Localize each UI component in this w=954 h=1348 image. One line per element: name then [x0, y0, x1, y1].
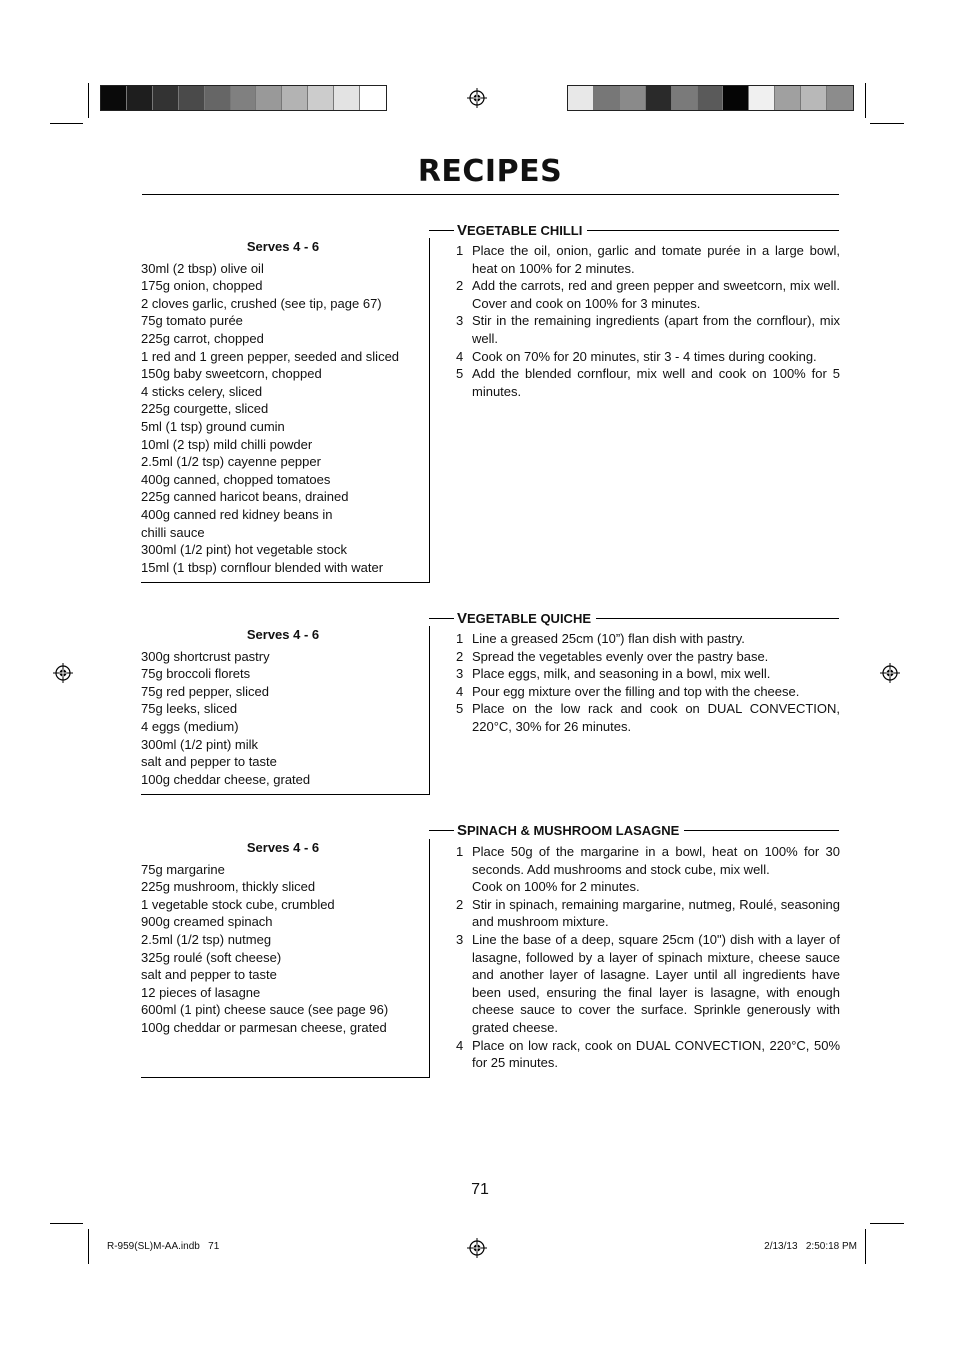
- color-swatch: [360, 86, 386, 110]
- heading-rule: [587, 230, 839, 231]
- ingredient-item: 75g leeks, sliced: [141, 701, 238, 717]
- ingredient-item: 4 eggs (medium): [141, 718, 239, 734]
- ingredient-item: 2.5ml (1/2 tsp) cayenne pepper: [141, 454, 321, 470]
- color-swatch: [827, 86, 853, 110]
- ingredient-item: 325g roulé (soft cheese): [141, 949, 282, 965]
- method-step: 1 Place the oil, onion, garlic and tomate purée in a large bowl, heat on 100% for 2 minutes.: [456, 243, 840, 276]
- method-steps: [456, 242, 840, 400]
- color-swatch: [801, 86, 827, 110]
- ingredient-item: 225g courgette, sliced: [141, 401, 269, 417]
- ingredient-item: 1 red and 1 green pepper, seeded and sliced: [141, 348, 400, 364]
- ingredient-item: 12 pieces of lasagne: [141, 984, 261, 1000]
- method-step: 3 Stir in the remaining ingredients (apart from the cornflour), mix well.: [456, 313, 840, 346]
- recipe-title: VEGETABLE CHILLI: [457, 221, 583, 239]
- color-swatch: [282, 86, 308, 110]
- heading-rule: [429, 830, 454, 831]
- color-swatch: [127, 86, 153, 110]
- ingredient-item: 15ml (1 tbsp) cornflour blended with water: [141, 559, 384, 575]
- ingredient-item: 2 cloves garlic, crushed (see tip, page 67): [141, 295, 382, 311]
- heading-rule: [596, 618, 839, 619]
- ingredient-item: 10ml (2 tsp) mild chilli powder: [141, 436, 313, 452]
- ingredient-item: 900g creamed spinach: [141, 914, 273, 930]
- serves-label: Serves 4 - 6: [246, 239, 320, 254]
- method-step: 4 Place on low rack, cook on DUAL CONVECTION, 220°C, 50% for 25 minutes.: [456, 1037, 840, 1071]
- title-divider: [142, 194, 839, 195]
- ingredient-item: 75g broccoli florets: [141, 666, 251, 682]
- serves-label: Serves 4 - 6: [246, 840, 320, 855]
- serves-label: Serves 4 - 6: [246, 627, 320, 642]
- method-step: 3 Place eggs, milk, and seasoning in a bowl, mix well.: [456, 666, 771, 682]
- color-swatch: [723, 86, 749, 110]
- registration-mark-icon: [53, 663, 73, 683]
- ingredient-item: 225g carrot, chopped: [141, 330, 264, 346]
- ingredient-item: chilli sauce: [141, 524, 205, 540]
- heading-rule: [429, 230, 454, 231]
- ingredient-item: 4 sticks celery, sliced: [141, 383, 263, 399]
- crop-mark: [865, 1229, 866, 1264]
- color-swatch: [205, 86, 231, 110]
- ingredient-item: 75g margarine: [141, 861, 225, 877]
- color-swatch: [775, 86, 801, 110]
- registration-mark-icon: [467, 1238, 487, 1258]
- ingredient-item: salt and pepper to taste: [141, 754, 277, 770]
- color-swatch: [620, 86, 646, 110]
- ingredient-item: 175g onion, chopped: [141, 278, 263, 294]
- color-swatch: [672, 86, 698, 110]
- crop-mark: [50, 1223, 83, 1224]
- method-step: 4 Pour egg mixture over the filling and top with the cheese.: [456, 683, 800, 699]
- page-title: RECIPES: [417, 154, 563, 189]
- recipe-heading: [429, 821, 839, 839]
- footer-file-slug: R-959(SL)M-AA.indb 71: [107, 1241, 220, 1252]
- recipe-heading: [429, 221, 839, 239]
- footer-timestamp: 2/13/13 2:50:18 PM: [764, 1241, 857, 1252]
- ingredient-item: 300ml (1/2 pint) milk: [141, 736, 259, 752]
- crop-mark: [50, 123, 83, 124]
- ingredient-item: 100g cheddar or parmesan cheese, grated: [141, 1019, 387, 1035]
- ingredient-item: 300ml (1/2 pint) hot vegetable stock: [141, 542, 347, 558]
- method-step: 2 Add the carrots, red and green pepper and sweetcorn, mix well. Cover and cook on 100% for 3 minutes.: [456, 278, 840, 311]
- crop-mark: [865, 83, 866, 118]
- color-swatch: [568, 86, 594, 110]
- ingredient-item: 225g mushroom, thickly sliced: [141, 879, 316, 895]
- ingredient-item: 400g canned, chopped tomatoes: [141, 471, 331, 487]
- ingredient-item: salt and pepper to taste: [141, 967, 277, 983]
- method-step: 1 Line a greased 25cm (10”) flan dish with pastry.: [456, 631, 745, 646]
- ingredient-item: 225g canned haricot beans, drained: [141, 489, 349, 505]
- color-swatch: [308, 86, 334, 110]
- method-step: 5 Place on the low rack and cook on DUAL CONVECTION, 220°C, 30% for 26 minutes.: [456, 701, 840, 734]
- ingredient-item: 2.5ml (1/2 tsp) nutmeg: [141, 931, 272, 947]
- color-swatch: [594, 86, 620, 110]
- ingredient-item: 400g canned red kidney beans in: [141, 506, 333, 522]
- method-step: 5 Add the blended cornflour, mix well and cook on 100% for 5 minutes.: [456, 366, 840, 399]
- color-swatch: [698, 86, 724, 110]
- crop-mark: [870, 123, 904, 124]
- color-swatch: [256, 86, 282, 110]
- ingredient-item: 300g shortcrust pastry: [141, 648, 270, 664]
- recipe-heading: [429, 609, 839, 627]
- crop-mark: [88, 83, 89, 118]
- crop-mark: [870, 1223, 904, 1224]
- ingredients-box: [141, 839, 430, 1078]
- crop-mark: [88, 1229, 89, 1264]
- ingredient-item: 1 vegetable stock cube, crumbled: [141, 896, 335, 912]
- ingredient-item: 75g red pepper, sliced: [141, 683, 269, 699]
- color-swatch: [179, 86, 205, 110]
- heading-rule: [429, 618, 454, 619]
- color-swatch: [153, 86, 179, 110]
- ingredients-box: [141, 626, 430, 795]
- method-step: 1 Place 50g of the margarine in a bowl, heat on 100% for 30 seconds. Add mushrooms and stock cube, mix well. Cook on 100% for 2 minutes.: [456, 844, 840, 895]
- registration-mark-icon: [467, 88, 487, 108]
- ingredient-item: 30ml (2 tbsp) olive oil: [141, 260, 264, 276]
- ingredient-item: 150g baby sweetcorn, chopped: [141, 366, 322, 382]
- method-step: 4 Cook on 70% for 20 minutes, stir 3 - 4 times during cooking.: [456, 348, 817, 364]
- method-steps: [456, 843, 840, 1072]
- method-steps: [456, 630, 840, 736]
- ingredient-item: 100g cheddar cheese, grated: [141, 771, 311, 787]
- color-bar-right: [567, 85, 854, 111]
- ingredient-item: 75g tomato purée: [141, 313, 243, 329]
- color-swatch: [101, 86, 127, 110]
- method-step: 3 Line the base of a deep, square 25cm (10") dish with a layer of lasagne, followed by a layer of spinach mixture, cheese sauce and another layer of lasagne. Layer until all ingredients have been used, ensuring the final layer is lasagne, with enough cheese sauce to cover the surface. Sprinkle generously with grated cheese.: [456, 931, 840, 1035]
- method-step: 2 Stir in spinach, remaining margarine, nutmeg, Roulé, seasoning and mushroom mixture.: [456, 896, 840, 930]
- ingredient-item: 5ml (1 tsp) ground cumin: [141, 418, 285, 434]
- color-swatch: [231, 86, 257, 110]
- color-bar-left: [100, 85, 387, 111]
- color-swatch: [334, 86, 360, 110]
- ingredients-box: [141, 238, 430, 583]
- recipe-title: VEGETABLE QUICHE: [457, 609, 592, 627]
- heading-rule: [684, 830, 839, 831]
- method-step: 2 Spread the vegetables evenly over the pastry base.: [456, 648, 769, 664]
- recipe-title: SPINACH & MUSHROOM LASAGNE: [457, 821, 680, 839]
- color-swatch: [646, 86, 672, 110]
- page-number: 71: [471, 1181, 489, 1198]
- registration-mark-icon: [880, 663, 900, 683]
- ingredient-item: 600ml (1 pint) cheese sauce (see page 96): [141, 1002, 389, 1018]
- color-swatch: [749, 86, 775, 110]
